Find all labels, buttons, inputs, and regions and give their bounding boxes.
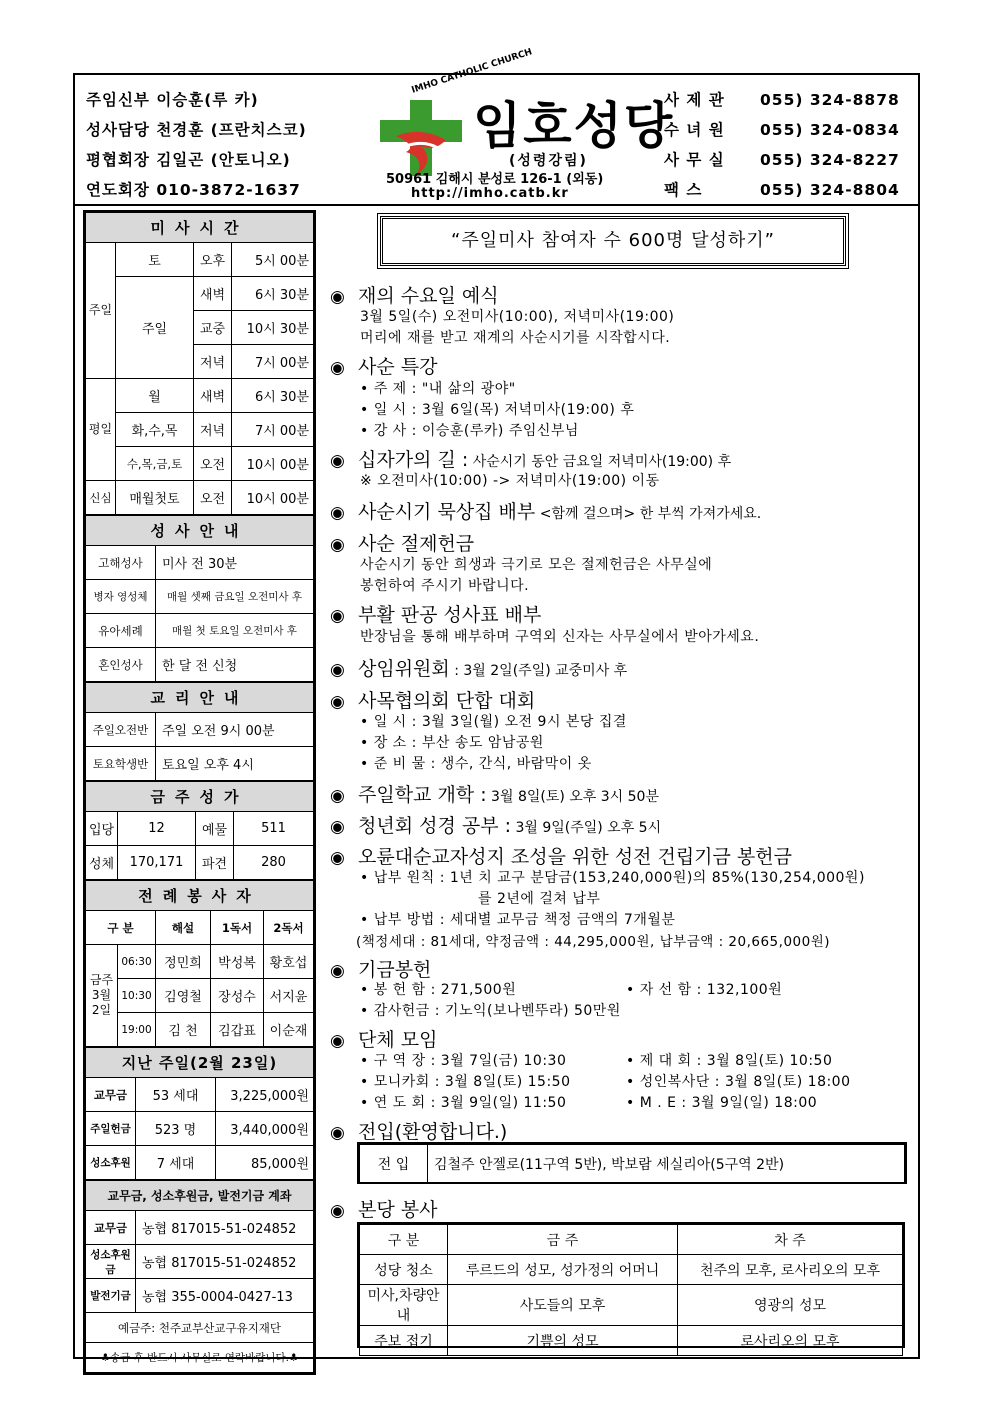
fax-phone: 팩 스 055) 324-8804 xyxy=(664,181,900,199)
ash-wednesday-heading: ◉ 재의 수요일 예식 xyxy=(330,285,499,307)
lent-lecture-heading: ◉ 사순 특강 xyxy=(330,356,438,378)
last-week-title: 지난 주일(2월 23일) xyxy=(86,1048,314,1078)
group-meetings-heading: ◉ 단체 모임 xyxy=(330,1029,438,1051)
church-english-name: IMHO CATHOLIC CHURCH xyxy=(410,47,534,96)
left-info-column xyxy=(83,210,316,1375)
donation-heading: ◉ 기금봉헌 xyxy=(330,959,432,981)
church-address: 50961 김해시 분성로 126-1 (외동) xyxy=(386,172,604,187)
slogan-box: “주일미사 참여자 수 600명 달성하기” xyxy=(380,216,846,266)
hymns-title: 금주성가 xyxy=(86,782,314,812)
council-line: 평협회장 김일곤 (안토니오) xyxy=(86,151,291,169)
welcome-heading: ◉ 전입(환영합니다.) xyxy=(330,1121,508,1143)
hymns-table: 금주성가 입당 12 예물 511 성체 170,171 파견 280 xyxy=(85,781,314,880)
youth-bible-heading: ◉ 청년회 성경 공부 : 3월 9일(주일) 오후 5시 xyxy=(330,815,662,837)
newcomers-box: 전 입 김철주 안젤로(11구역 5반), 박보람 세실리아(5구역 2반) xyxy=(357,1142,907,1184)
sunday-school-heading: ◉ 주일학교 개학 : 3월 8일(토) 오후 3시 50분 xyxy=(330,784,659,806)
yeondo-line: 연도회장 010-3872-1637 xyxy=(86,181,301,199)
meditation-book-heading: ◉ 사순시기 묵상집 배부 <함께 걸으며> 한 부씩 가져가세요. xyxy=(330,501,762,523)
last-week-table: 지난 주일(2월 23일) 교무금 53 세대 3,225,000원 주일헌금 523 명 3,440,000원 성소후원 7 세대 85,000원 xyxy=(85,1047,314,1180)
remittance-note: ♣송금 후 반드시 사무실로 연락바랍니다.♣ xyxy=(86,1343,314,1373)
catechism-table: 교리안내 주일오전반 주일 오전 9시 00분 토요학생반 토요일 오후 4시 xyxy=(85,682,314,781)
accounts-table: 교무금, 성소후원금, 발전기금 계좌 교무금 농협 817015-51-024852 성소후원금 농협 817015-51-024852 발전기금 농협 355-0004-0427-13 예금주: 천주교부산교구유지재단 ♣송금 후 반드시 사무실로 연락바랍니다.♣ xyxy=(85,1180,314,1373)
church-url[interactable]: http://imho.catb.kr xyxy=(411,186,569,201)
sacraments-title: 성사안내 xyxy=(86,516,314,546)
mass-times-title: 미사시간 xyxy=(86,213,314,243)
sunday-group-label: 주일 xyxy=(86,243,116,379)
standing-committee-heading: ◉ 상임위원회 : 3월 2일(주일) 교중미사 후 xyxy=(330,658,628,680)
accounts-title: 교무금, 성소후원금, 발전기금 계좌 xyxy=(86,1181,314,1211)
pastoral-council-heading: ◉ 사목협의회 단합 대회 xyxy=(330,690,536,712)
parish-service-table: 구 분 금 주 차 주 성당 청소 루르드의 성모, 성가정의 어머니 천주의 모후, 로사리오의 모후 미사,차량안내 사도들의 모후 영광의 성모 주보 접기 기쁨의 성모 로사리오의 모후 xyxy=(357,1222,905,1348)
devotion-group-label: 신심 xyxy=(86,481,116,515)
rectory-phone: 사 제 관 055) 324-8878 xyxy=(664,91,900,109)
easter-confession-heading: ◉ 부활 판공 성사표 배부 xyxy=(330,604,542,626)
parish-service-heading: ◉ 본당 봉사 xyxy=(330,1199,438,1221)
servers-table: 전례봉사자 구 분 해설 1독서 2독서 금주 3월 2일 06:30 정민희 박성복 황호섭 10:30 김영철 장성수 서지윤 19:00 김 천 김갑표 이순재 xyxy=(85,880,314,1047)
shrine-fund-heading: ◉ 오륜대순교자성지 조성을 위한 성전 건립기금 봉헌금 xyxy=(330,846,792,868)
servers-date: 금주 3월 2일 xyxy=(86,945,118,1047)
confessor-line: 성사담당 천경훈 (프란치스코) xyxy=(86,121,307,139)
account-holder: 예금주: 천주교부산교구유지재단 xyxy=(86,1313,314,1343)
office-phone: 사 무 실 055) 324-8227 xyxy=(664,151,900,169)
convent-phone: 수 녀 원 055) 324-0834 xyxy=(664,121,900,139)
sacraments-table: 성사안내 고해성사 미사 전 30분 병자 영성체 매월 셋째 금요일 오전미사 후 유아세례 매월 첫 토요일 오전미사 후 혼인성사 한 달 전 신청 xyxy=(85,515,314,682)
servers-title: 전례봉사자 xyxy=(86,881,314,911)
catechism-title: 교리안내 xyxy=(86,683,314,713)
mass-times-table: 미사시간 주일 토 오후 5시 00분 주일 새벽 6시 30분 교중 10시 30분 저녁 7시 00분 평일 월 새벽 6시 30분 화,수,목 저녁 7시 00분 수,목,금,토 오전 10시 00분 신심 매월첫토 오전 10시 00분 xyxy=(85,212,314,515)
weekday-group-label: 평일 xyxy=(86,379,116,481)
stations-cross-heading: ◉ 십자가의 길 : 사순시기 동안 금요일 저녁미사(19:00) 후 xyxy=(330,449,732,471)
church-name: 임호성당 xyxy=(473,96,675,155)
pastor-line: 주임신부 이승훈(루 카) xyxy=(86,91,259,109)
header-divider xyxy=(73,204,920,206)
church-subtitle: (성령강림) xyxy=(509,153,588,169)
fast-offering-heading: ◉ 사순 절제헌금 xyxy=(330,533,475,555)
